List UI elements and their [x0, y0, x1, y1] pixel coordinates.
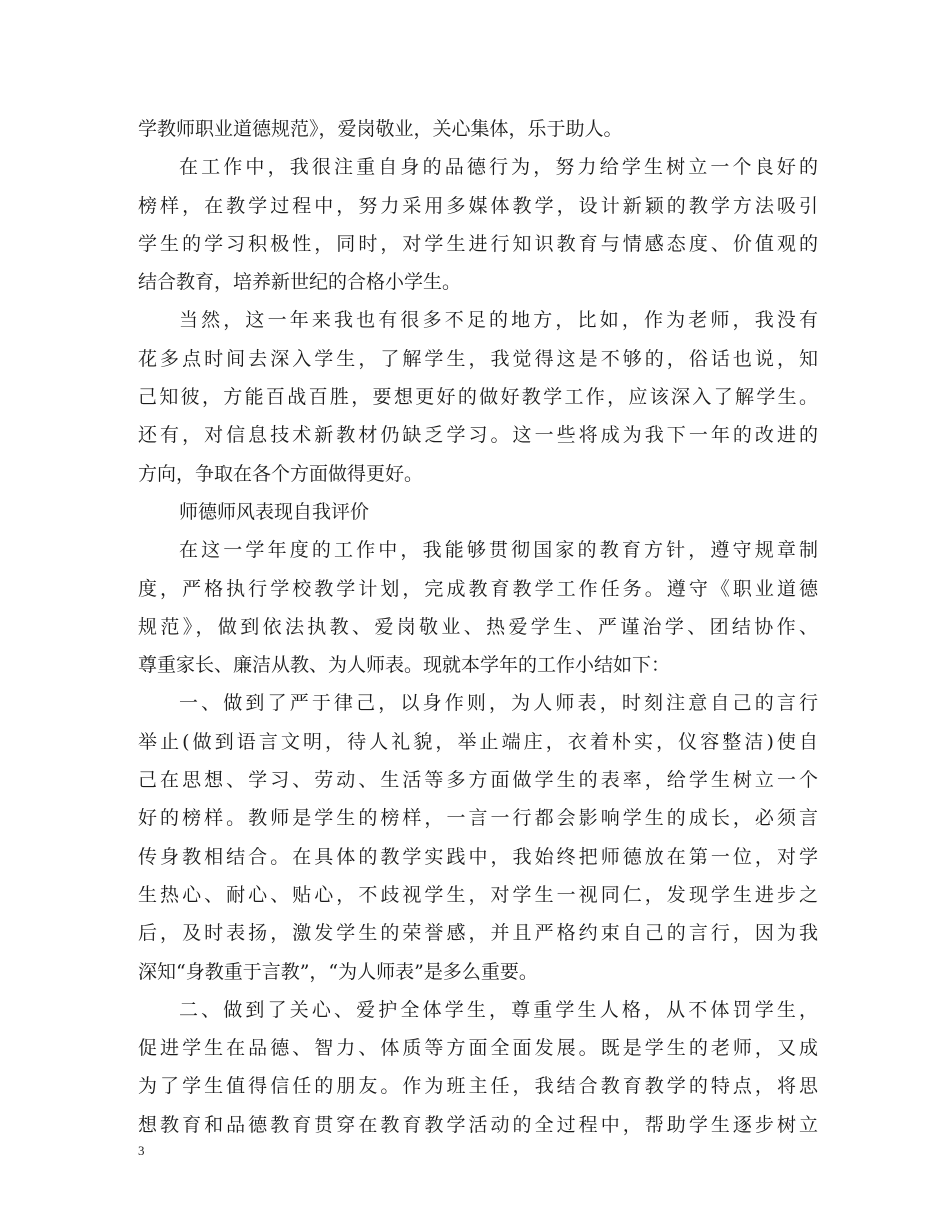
text-line: 传身教相结合。在具体的教学实践中，我始终把师德放在第一位，对学 [138, 845, 818, 868]
text-line: 师德师风表现自我评价 [179, 500, 370, 523]
text-line: 促进学生在品德、智力、体质等方面全面发展。既是学生的老师，又成 [138, 1037, 818, 1060]
text-line: 榜样，在教学过程中，努力采用多媒体教学，设计新颖的教学方法吸引 [138, 194, 818, 217]
text-line: 规范》，做到依法执教、爱岗敬业、热爱学生、严谨治学、团结协作、 [138, 615, 818, 638]
text-line: 在工作中，我很注重自身的品德行为，努力给学生树立一个良好的 [179, 156, 818, 179]
text-line: 好的榜样。教师是学生的榜样，一言一行都会影响学生的成长，必须言 [138, 807, 818, 830]
text-line: 后，及时表扬，激发学生的荣誉感，并且严格约束自己的言行，因为我 [138, 922, 818, 945]
text-line: 学生的学习积极性，同时，对学生进行知识教育与情感态度、价值观的 [138, 232, 818, 255]
text-line: 想教育和品德教育贯穿在教育教学活动的全过程中，帮助学生逐步树立 [138, 1113, 818, 1136]
text-line: 还有，对信息技术新教材仍缺乏学习。这一些将成为我下一年的改进的 [138, 424, 818, 447]
text-line: 生热心、耐心、贴心，不歧视学生，对学生一视同仁，发现学生进步之 [138, 883, 818, 906]
text-line: 花多点时间去深入学生，了解学生，我觉得这是不够的，俗话也说，知 [138, 347, 818, 370]
text-line: 学教师职业道德规范》，爱岗敬业，关心集体，乐于助人。 [138, 118, 623, 140]
text-line: 当然，这一年来我也有很多不足的地方，比如，作为老师，我没有 [179, 309, 818, 332]
text-line: 己在思想、学习、劳动、生活等多方面做学生的表率，给学生树立一个 [138, 769, 818, 792]
text-line: 深知“身教重于言教”，“为人师表”是多么重要。 [138, 960, 538, 983]
text-line: 二、做到了关心、爱护全体学生，尊重学生人格，从不体罚学生， [179, 998, 818, 1021]
text-line: 度，严格执行学校教学计划，完成教育教学工作任务。遵守《职业道德 [138, 577, 818, 600]
text-line: 为了学生值得信任的朋友。作为班主任，我结合教育教学的特点，将思 [138, 1075, 818, 1098]
text-line: 在这一学年度的工作中，我能够贯彻国家的教育方针，遵守规章制 [179, 539, 818, 562]
text-line: 己知彼，方能百战百胜，要想更好的做好教学工作，应该深入了解学生。 [138, 386, 818, 409]
text-line: 一、做到了严于律己，以身作则，为人师表，时刻注意自己的言行 [179, 692, 818, 715]
page-number: 3 [138, 1143, 145, 1158]
text-line: 结合教育，培养新世纪的合格小学生。 [138, 271, 462, 294]
document-body [138, 110, 818, 1144]
text-line: 方向，争取在各个方面做得更好。 [138, 462, 424, 485]
text-line: 尊重家长、廉洁从教、为人师表。现就本学年的工作小结如下： [138, 654, 671, 677]
text-line: 举止(做到语言文明，待人礼貌，举止端庄，衣着朴实，仪容整洁)使自 [138, 730, 818, 753]
